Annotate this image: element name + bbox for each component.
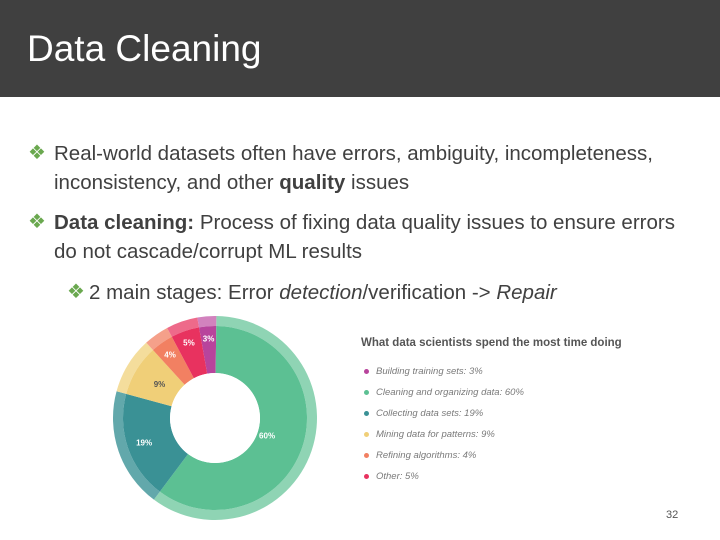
legend-label: Collecting data sets: 19%	[376, 408, 484, 419]
legend-label: Cleaning and organizing data: 60%	[376, 387, 524, 398]
legend-label: Mining data for patterns: 9%	[376, 429, 495, 440]
slide-title: Data Cleaning	[27, 28, 262, 69]
bullet-2	[28, 208, 694, 266]
legend-dot-icon	[364, 369, 369, 374]
bullet-2-text-post: Process of fixing data quality issues to ensure errors do not cascade/corrupt ML results	[54, 211, 675, 263]
donut-data-label-6: 5%	[183, 338, 195, 348]
legend-item	[364, 429, 524, 450]
bullet-1	[28, 139, 694, 197]
sub-bullet-text-pre: 2 main stages: Error	[89, 281, 280, 304]
legend-label: Building training sets: 3%	[376, 366, 483, 377]
sub-bullet-1	[67, 278, 689, 307]
legend-label: Other: 5%	[376, 471, 419, 482]
donut-outer-ring-1	[197, 316, 216, 327]
bullet-1-text-pre: Real-world datasets often have errors, ambiguity, incompleteness, inconsistency, and other	[54, 142, 653, 194]
legend-label: Refining algorithms: 4%	[376, 450, 477, 461]
donut-chart	[105, 315, 335, 525]
legend-item	[364, 366, 524, 387]
donut-data-label-3: 19%	[136, 438, 153, 448]
title-bar	[0, 0, 720, 97]
bullet-1-text-bold: quality	[279, 171, 346, 194]
legend-item	[364, 471, 524, 492]
legend-dot-icon	[364, 432, 369, 437]
sub-bullet-text-mid: /verification ->	[362, 281, 497, 304]
legend-dot-icon	[364, 390, 369, 395]
legend-dot-icon	[364, 474, 369, 479]
donut-hole	[170, 373, 260, 463]
diamond-bullet-icon: ❖	[67, 281, 85, 303]
donut-data-label-5: 4%	[164, 350, 176, 360]
bullet-2-text-bold: Data cleaning:	[54, 211, 195, 234]
chart-title: What data scientists spend the most time doing	[361, 337, 622, 349]
diamond-bullet-icon: ❖	[28, 142, 46, 164]
chart-legend	[364, 366, 524, 492]
legend-item	[364, 387, 524, 408]
sub-bullet-text-italic-2: Repair	[496, 281, 557, 304]
legend-dot-icon	[364, 453, 369, 458]
legend-item	[364, 408, 524, 429]
bullet-1-text-post: issues	[345, 171, 410, 194]
sub-bullet-text-italic-1: detection	[279, 281, 363, 304]
page-number: 32	[666, 509, 679, 521]
donut-data-label-4: 9%	[153, 380, 166, 390]
donut-data-label-2: 60%	[259, 431, 276, 441]
diamond-bullet-icon: ❖	[28, 211, 46, 233]
donut-data-label-1: 3%	[202, 334, 215, 344]
legend-dot-icon	[364, 411, 369, 416]
legend-item	[364, 450, 524, 471]
